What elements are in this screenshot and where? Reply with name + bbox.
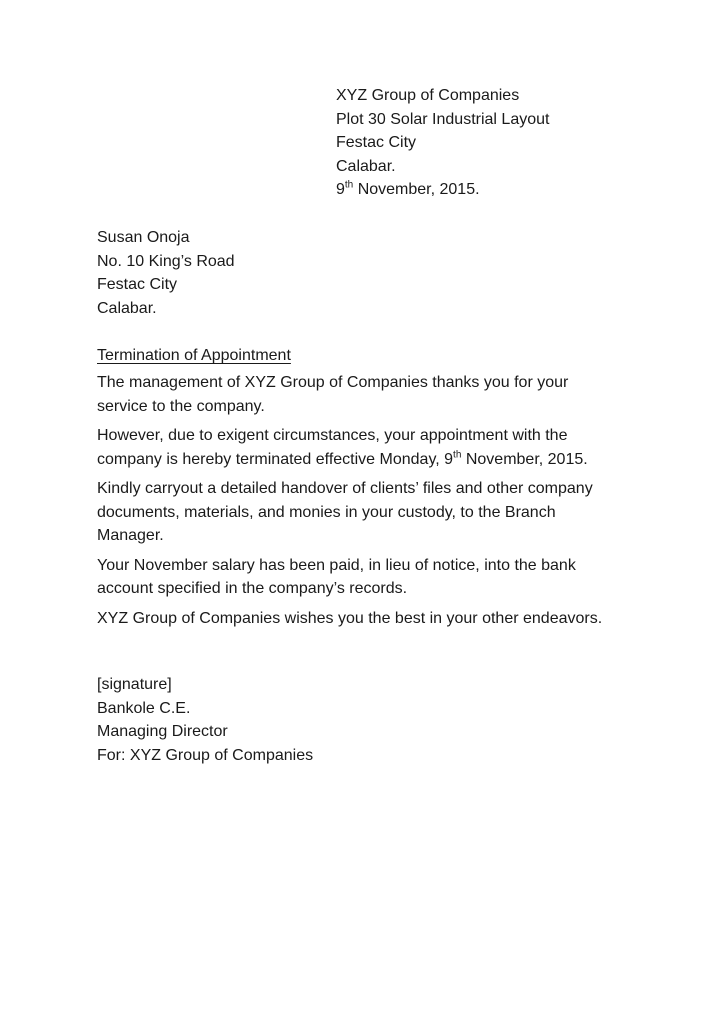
body-paragraph-3 [97,477,657,548]
letter-date-suffix: th [344,179,354,191]
body-line: Kindly carryout a detailed handover of clients’ files and other company [97,480,593,497]
signature-placeholder: [signature] [97,676,172,693]
body-line: The management of XYZ Group of Companies thanks you for your [97,374,569,391]
body-line: However, due to exigent circumstances, your appointment with the [97,427,568,444]
body-line: Manager. [97,527,164,544]
recipient-address-line-3: Calabar. [97,299,157,317]
signatory-company: For: XYZ Group of Companies [97,746,314,764]
letter-date [336,178,549,202]
letter-body [97,371,657,636]
body-line: documents, materials, and monies in your custody, to the Branch [97,503,556,521]
body-line: XYZ Group of Companies wishes you the best in your other endeavors. [97,609,603,627]
body-paragraph-5 [97,607,657,631]
letter-subject-text: Termination of Appointment [97,347,291,364]
signatory-title: Managing Director [97,723,228,740]
recipient-name: Susan Onoja [97,229,190,246]
body-line: Your November salary has been paid, in lieu of notice, into the bank [97,556,576,574]
closing-block [97,673,313,767]
body-paragraph-4 [97,554,657,601]
sender-address-line-1: Plot 30 Solar Industrial Layout [336,110,550,128]
body-text: company is hereby terminated effective Monday, 9 [97,450,454,468]
body-text: November, 2015. [461,450,588,468]
recipient-address-line-1: No. 10 King’s Road [97,252,235,270]
body-line: service to the company. [97,397,265,415]
letter-date-rest: November, 2015. [353,181,480,198]
body-paragraph-1 [97,371,657,418]
sender-address-block [336,84,549,202]
signatory-name: Bankole C.E. [97,699,191,717]
sender-company: XYZ Group of Companies [336,87,520,104]
letter-subject [97,344,291,368]
body-paragraph-2 [97,424,657,471]
body-line: account specified in the company’s records. [97,580,408,597]
letter-date-day: 9 [336,181,345,198]
sender-address-line-2: Festac City [336,134,417,151]
body-line-with-date [97,448,657,472]
recipient-address-line-2: Festac City [97,276,178,293]
date-suffix: th [453,449,462,461]
sender-address-line-3: Calabar. [336,157,396,175]
recipient-address-block [97,226,235,320]
